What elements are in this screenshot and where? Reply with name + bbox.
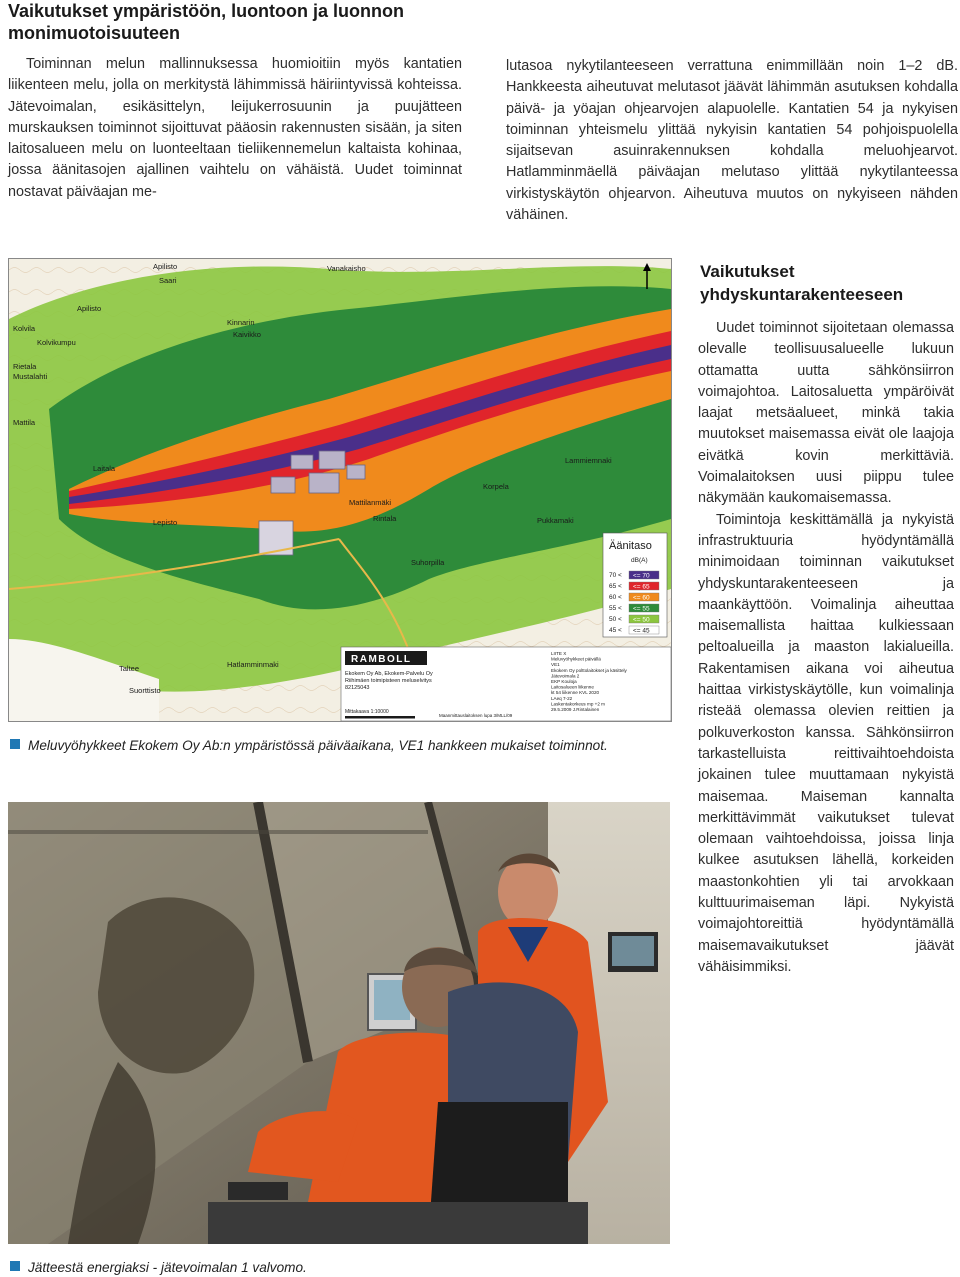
legend-item-label: 50 < [609,616,622,623]
place-label: Kolvikumpu [37,338,76,347]
section-title: Vaikutukset ympäristöön, luontoon ja luonnon monimuotoisuuteen [8,1,405,43]
annex-line: 29.5.2009 J.Rintalainen [551,707,600,712]
legend-item-range: <= 50 [633,616,650,624]
annex-line: Meluvyöhykkeet päivällä [551,656,601,662]
photo-caption-text: Jätteestä energiaksi - jätevoimalan 1 valvomo. [28,1260,307,1275]
annex-line: Laitosalueen liikenne [551,684,594,690]
annex-line: Jätevoimala 2 [551,673,580,679]
place-label: Suhorpilla [411,558,445,567]
annex-line: VE1 [551,662,560,668]
place-label: Kinnarin [227,318,255,327]
place-label: Rintala [373,514,397,523]
place-label: Vanakaisho [327,264,366,273]
annex-line: EKP Kouloja [551,679,577,684]
place-label: Pukkamaki [537,516,574,525]
scale-text: Mittakaava 1:10000 [345,709,389,715]
place-label: Suorttisto [129,686,161,695]
control-room-illustration [8,802,670,1244]
place-label: Laitala [93,464,116,473]
license-text: Maanmittauslaitoksen lupa 3/MLL/09 [439,713,513,718]
legend-item-label: 45 < [609,627,622,634]
left-paragraph: Toiminnan melun mallinnuksessa huomioitiin myös kantatien liikenteen melu, jolla on merkitystä lähimmissä häiriintyvissä kohteissa. Jätevoimalan, esikäsittelyn, leijukerrosuunin ja puujätteen murskauksen toiminnot sijoittuvat pääosin rakennusten sisään, ja siten laitosalueen melu on luonteeltaan tieliikennemelun kaltaista kohinaa, jossa äänitasojen ajallinen vaihtelu on vähäistä. Uudet toiminnat nostavat päiväajan me- [8,56,462,200]
legend-item-range: <= 55 [633,605,650,613]
map-title-block [341,647,671,721]
legend [603,533,667,637]
caption-bullet [10,739,20,749]
map-caption [10,737,670,755]
left-text-column [8,54,462,203]
place-label: Mattila [13,418,36,427]
annex-line: LAeq 7-22 [551,695,573,701]
legend-item-range: <= 70 [633,572,650,580]
legend-item-range: <= 65 [633,583,650,591]
legend-title: Äänitaso [609,540,652,552]
place-label: Kolvila [13,324,36,333]
place-label: Korpela [483,482,509,491]
map-caption-text: Meluvyöhykkeet Ekokem Oy Ab:n ympäristössä päiväaikana, VE1 hankkeen mukaiset toiminnot. [28,738,608,753]
info-line: Ekokem Oy Ab, Ekokem-Palvelu Oy [345,671,433,677]
noise-map [8,258,672,722]
info-line: 82125043 [345,685,370,691]
place-label: Apilisto [153,262,178,271]
place-label: Hatlamminmaki [227,660,279,669]
photo-caption [10,1259,670,1277]
place-label: Kaivikko [233,330,261,339]
legend-item-label: 70 < [609,572,622,579]
place-label: Apilisto [77,304,102,313]
place-label: Mustalahti [13,372,48,381]
annex-line: LIITE X [551,651,567,656]
legend-item-label: 65 < [609,583,622,590]
legend-item-range: <= 45 [633,627,650,635]
middle-text-column [506,56,958,226]
middle-paragraph: lutasoa nykytilanteeseen verrattuna enimmillään noin 1–2 dB. Hankkeesta aiheutuvat melutasot jäävät lähimmän asutuksen kohdalla päivä- ja yöajan ohjearvojen alapuolelle. Kantatien 54 ja nykyisen toiminnan yhteismelu ylittää nykyisin kantatien 54 pohjoispuolella sijaitsevan asuinrakennuksen kohdalla meluohjearvot. Hatlamminmäellä päiväajan melutaso ylittää nykytilanteessa virkistyskäytön ohjearvon. Aiheutuva muutos on nykyiseen nähden vähäinen. [506,58,958,224]
place-label: Lepisto [153,518,178,527]
legend-item-label: 55 < [609,605,622,612]
info-line: Riihimäen toimipisteen meluselvitys [345,678,432,684]
right-text-column [698,318,954,978]
company-logo: RAMBOLL [351,654,412,665]
annex-line: Laskentakorkeus mp +2 m [551,701,606,707]
annex-line: Ekokem Oy polttolaitokset ja käsittely [551,667,627,673]
legend-unit: dB(A) [631,557,648,564]
noise-map-graphic [9,259,671,721]
control-room-photo [8,802,670,1244]
right-paragraph-2: Toimintoja keskittämällä ja nykyistä infrastruktuuria hyödyntämällä minimoidaan toiminnan vaikutukset yhdyskuntarakenteeseen ja maankäyttöön. Voimalinja aiheuttaa maisemallista haittaa kulkiessaan peltoalueilla ja maaston lakialueilla. Rakentamisen aikana voi aiheutua haittaa virkistyskäytölle, kun voimalinja risteää olemassa olevien reittien ja polkuverkoston kanssa. Sähkönsiirron tarkastelluista reittivaihtoehdoista jokainen tulee muuttamaan nykyistä maisemaa. Maiseman kannalta merkittävimmät vaikutukset tulevat olemaan vaihtoehdoissa, joissa linja kulkee asutuksen lähellä, korkeiden maastonkohtien yli tai arvokkaan kulttuurimaiseman läpi. Nykyistä voimajohtoreittiä hyödyntämällä maisemavaikutukset jäävät vähäisimmiksi. [698,511,954,975]
place-label: Taltee [119,664,140,673]
annex-line: kt 54 liikenne KVL 2020 [551,690,600,696]
place-label: Lammiemnaki [565,456,612,465]
right-paragraph-1: Uudet toiminnot sijoitetaan olemassa olevalle teollisuusalueelle lukuun ottamatta uutta sähkönsiirron voimajohtoa. Laitosaluetta ympäröivät laajat metsäalueet, minkä takia muutokset maisemassa eivät ole laajoja eivätkä kovin merkittäviä. Voimalaitoksen uusi piippu tulee näkymään kaukomaisemassa. [698,320,954,507]
legend-item-label: 60 < [609,594,622,601]
right-column-title: Vaikutukset yhdyskuntarakenteeseen [700,262,904,304]
place-label: Rietala [13,362,37,371]
place-label: Saari [159,276,177,285]
caption-bullet [10,1261,20,1271]
legend-item-range: <= 60 [633,594,650,602]
place-label: Mattilanmäki [349,498,392,507]
